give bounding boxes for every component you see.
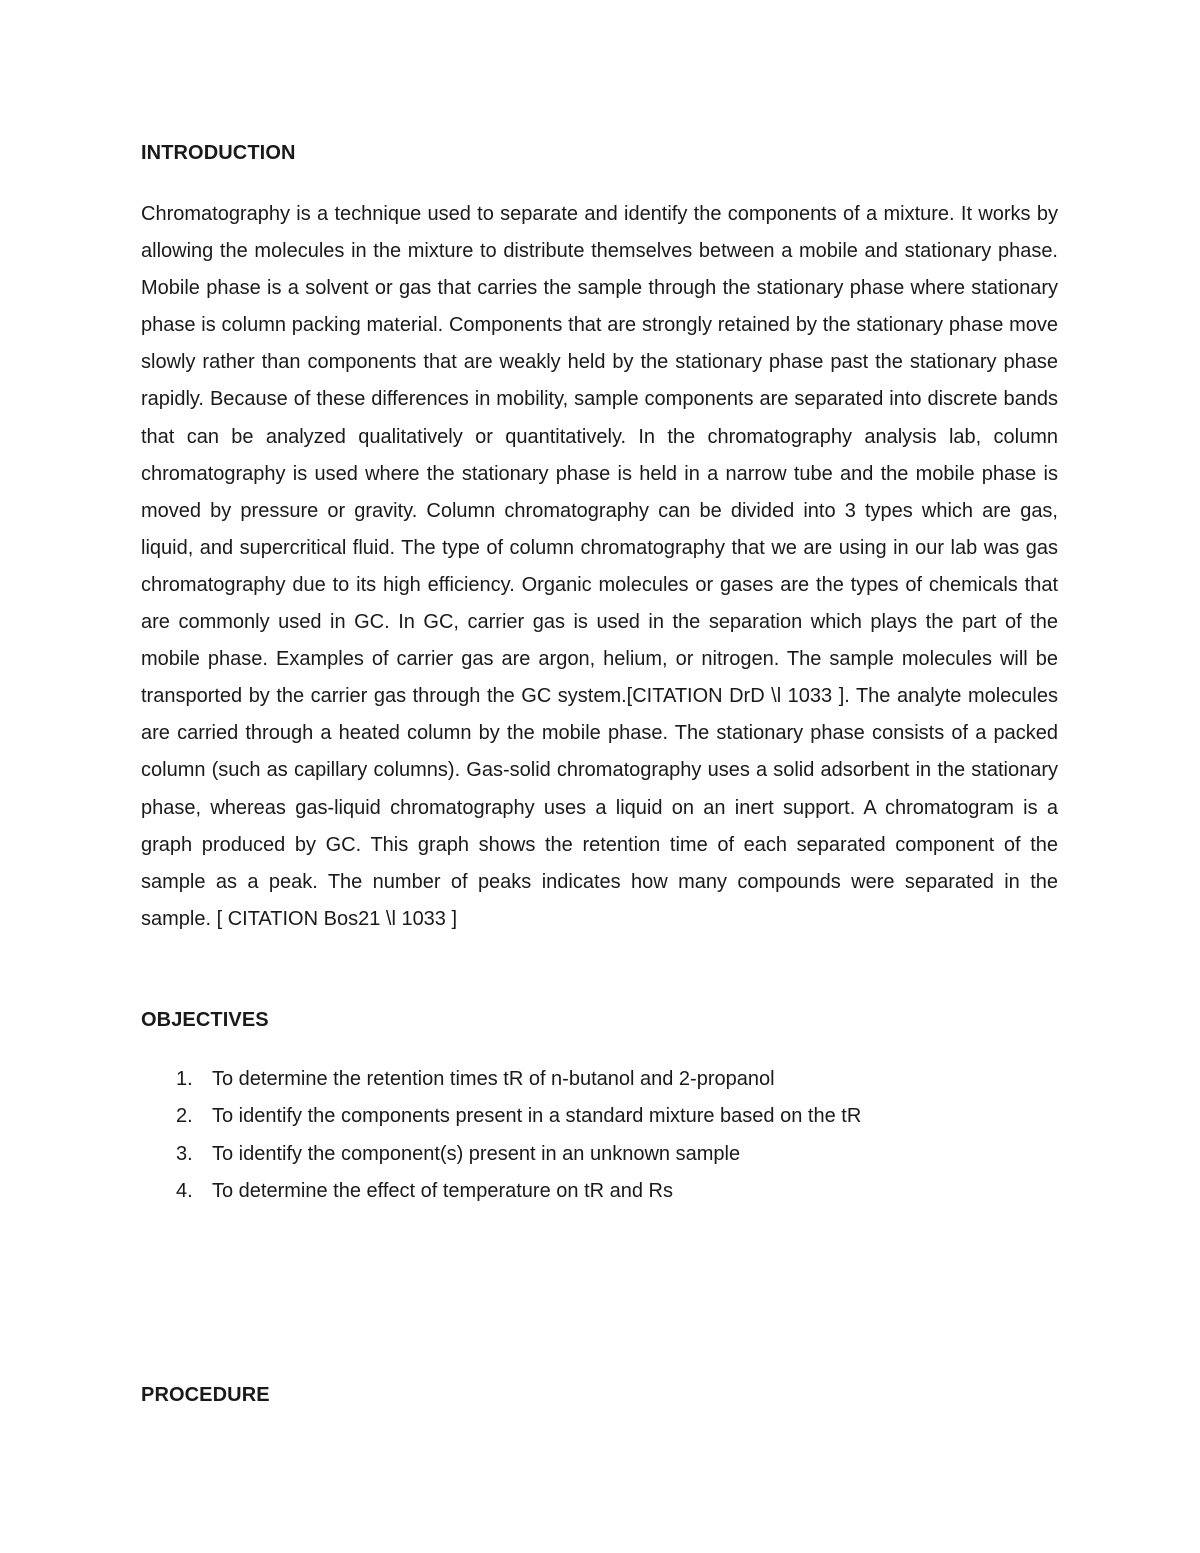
list-item-number: 3.	[176, 1142, 193, 1165]
objectives-heading: OBJECTIVES	[141, 1009, 269, 1031]
procedure-heading: PROCEDURE	[141, 1384, 270, 1406]
introduction-heading: INTRODUCTION	[141, 142, 296, 164]
list-item	[141, 1098, 1058, 1135]
list-item	[141, 1061, 1058, 1098]
list-item-text: To determine the effect of temperature on tR and Rs	[212, 1179, 673, 1202]
list-item-number: 2.	[176, 1105, 193, 1128]
list-item-number: 1.	[176, 1068, 193, 1090]
objectives-list	[141, 1061, 1058, 1210]
list-item-text: To determine the retention times tR of n-butanol and 2-propanol	[212, 1068, 775, 1090]
list-item	[141, 1173, 1058, 1210]
list-item	[141, 1136, 1058, 1173]
list-item-text: To identify the component(s) present in an unknown sample	[212, 1142, 741, 1165]
introduction-paragraph: Chromatography is a technique used to separate and identify the components of a mixture. It works by allowing the molecules in the mixture to distribute themselves between a mobile and stationary phase. Mobile phase is a solvent or gas that carries the sample through the stationary phase where stationary phase is column packing material. Components that are strongly retained by the stationary phase move slowly rather than components that are weakly held by the stationary phase past the stationary phase rapidly. Because of these differences in mobility, sample components are separated into discrete bands that can be analyzed qualitatively or quantitatively. In the chromatography analysis lab, column chromatography is used where the stationary phase is held in a narrow tube and the mobile phase is moved by pressure or gravity. Column chromatography can be divided into 3 types which are gas, liquid, and supercritical fluid. The type of column chromatography that we are using in our lab was gas chromatography due to its high efficiency. Organic molecules or gases are the types of chemicals that are commonly used in GC. In GC, carrier gas is used in the separation which plays the part of the mobile phase. Examples of carrier gas are argon, helium, or nitrogen. The sample molecules will be transported by the carrier gas through the GC system.[CITATION DrD \l 1033 ]. The analyte molecules are carried through a heated column by the mobile phase. The stationary phase consists of a packed column (such as capillary columns). Gas-solid chromatography uses a solid adsorbent in the stationary phase, whereas gas-liquid chromatography uses a liquid on an inert support. A chromatogram is a graph produced by GC. This graph shows the retention time of each separated component of the sample as a peak. The number of peaks indicates how many compounds were separated in the sample. [ CITATION Bos21 \l 1033 ]	[141, 203, 1058, 930]
list-item-number: 4.	[176, 1179, 193, 1202]
list-item-text: To identify the components present in a standard mixture based on the tR	[212, 1105, 862, 1128]
